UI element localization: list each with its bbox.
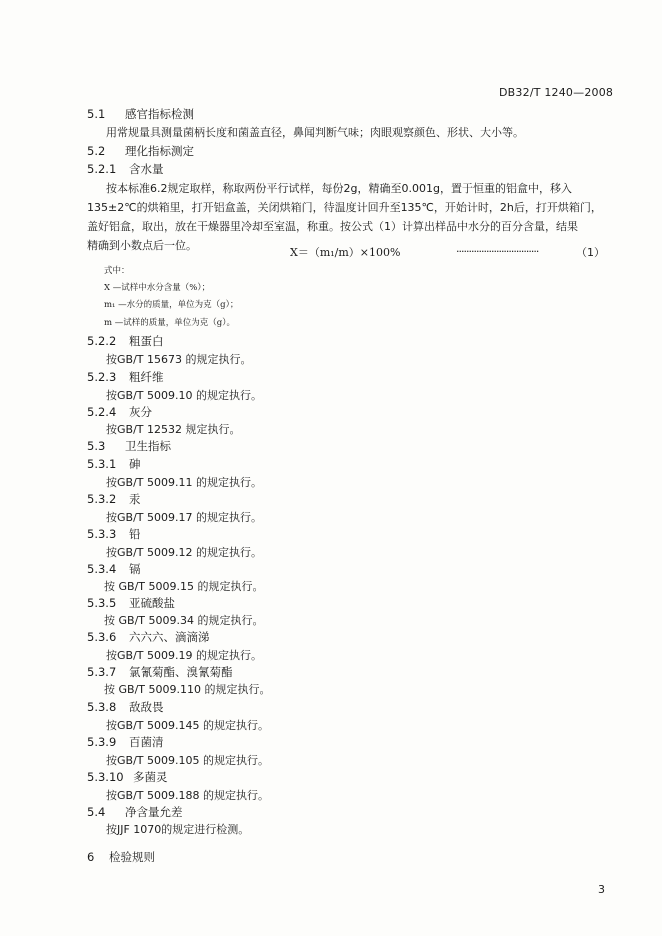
heading-5-3-9 bbox=[87, 737, 164, 749]
paragraph-5-3-5: 按 GB/T 5009.34 的规定执行。 bbox=[104, 614, 264, 627]
section-title: 检验规则 bbox=[109, 850, 155, 864]
section-title: 百菌清 bbox=[129, 735, 164, 749]
paragraph-5-3-8: 按GB/T 5009.145 的规定执行。 bbox=[106, 719, 269, 732]
heading-5-4 bbox=[87, 807, 183, 819]
document-code: DB32/T 1240—2008 bbox=[499, 86, 614, 99]
heading-5-2-2 bbox=[87, 336, 164, 348]
page-number: 3 bbox=[598, 883, 605, 896]
section-number: 5.3 bbox=[87, 439, 106, 453]
heading-5-3-1 bbox=[87, 459, 141, 471]
section-title: 亚硫酸盐 bbox=[129, 596, 175, 610]
section-number: 5.3.1 bbox=[87, 457, 117, 471]
formula-expression: X＝（m₁/m）×100% bbox=[290, 246, 401, 259]
paragraph-5-3-2: 按GB/T 5009.17 的规定执行。 bbox=[106, 511, 262, 524]
section-number: 5.3.9 bbox=[87, 735, 117, 749]
heading-5-1 bbox=[87, 109, 194, 121]
section-number: 5.2 bbox=[87, 144, 106, 158]
section-number: 5.2.1 bbox=[87, 162, 117, 176]
paragraph-5-3-1: 按GB/T 5009.11 的规定执行。 bbox=[106, 476, 262, 489]
section-title: 理化指标测定 bbox=[125, 144, 194, 158]
section-number: 5.3.3 bbox=[87, 527, 117, 541]
heading-5-3-6 bbox=[87, 632, 210, 644]
section-title: 灰分 bbox=[129, 405, 152, 419]
formula-definition: X —试样中水分含量（%）； bbox=[104, 283, 211, 293]
formula-definition: m —试样的质量，单位为克（g）。 bbox=[104, 318, 235, 328]
heading-5-3 bbox=[87, 441, 171, 453]
paragraph-5-2-3: 按GB/T 5009.10 的规定执行。 bbox=[106, 389, 262, 402]
heading-5-3-4 bbox=[87, 564, 141, 576]
section-number: 5.3.8 bbox=[87, 700, 117, 714]
section-number: 5.3.7 bbox=[87, 665, 117, 679]
heading-5-3-3 bbox=[87, 529, 141, 541]
paragraph-5-3-4: 按 GB/T 5009.15 的规定执行。 bbox=[104, 580, 264, 593]
section-title: 敌敌畏 bbox=[129, 700, 164, 714]
paragraph-5-3-9: 按GB/T 5009.105 的规定执行。 bbox=[106, 754, 269, 767]
formula-leader-dots: ································· bbox=[456, 245, 539, 258]
paragraph-line: 135±2℃的烘箱里，打开铝盒盖，关闭烘箱门，待温度计回升至135℃，开始计时，2h后，打开烘箱门， bbox=[87, 201, 602, 214]
formula-number: （1） bbox=[576, 246, 605, 259]
heading-5-2-1 bbox=[87, 164, 164, 176]
heading-5-2-4 bbox=[87, 407, 152, 419]
section-number: 5.3.5 bbox=[87, 596, 117, 610]
heading-5-2-3 bbox=[87, 372, 164, 384]
section-title: 砷 bbox=[129, 457, 141, 471]
section-title: 粗蛋白 bbox=[129, 334, 164, 348]
paragraph-5-2-4: 按GB/T 12532 规定执行。 bbox=[106, 423, 241, 436]
section-number: 5.2.4 bbox=[87, 405, 117, 419]
section-number: 5.2.2 bbox=[87, 334, 117, 348]
section-number: 5.1 bbox=[87, 107, 106, 121]
section-title: 汞 bbox=[129, 492, 141, 506]
paragraph-5-3-7: 按 GB/T 5009.110 的规定执行。 bbox=[104, 683, 271, 696]
section-title: 六六六、滴滴涕 bbox=[129, 630, 210, 644]
heading-5-3-8 bbox=[87, 702, 164, 714]
section-number: 5.3.4 bbox=[87, 562, 117, 576]
paragraph-5-4: 按JJF 1070的规定进行检测。 bbox=[106, 823, 250, 836]
paragraph-5-2-2: 按GB/T 15673 的规定执行。 bbox=[106, 353, 252, 366]
heading-5-3-10 bbox=[87, 772, 168, 784]
section-title: 粗纤维 bbox=[129, 370, 164, 384]
heading-6 bbox=[87, 852, 155, 864]
paragraph-5-3-10: 按GB/T 5009.188 的规定执行。 bbox=[106, 789, 269, 802]
formula-definition: m₁ —水分的质量，单位为克（g）； bbox=[104, 300, 239, 310]
section-number: 6 bbox=[87, 850, 95, 864]
paragraph-5-3-6: 按GB/T 5009.19 的规定执行。 bbox=[106, 649, 262, 662]
section-title: 氯氰菊酯、溴氰菊酯 bbox=[129, 665, 233, 679]
section-title: 含水量 bbox=[129, 162, 164, 176]
heading-5-3-7 bbox=[87, 667, 233, 679]
section-title: 净含量允差 bbox=[125, 805, 183, 819]
section-title: 卫生指标 bbox=[125, 439, 171, 453]
heading-5-3-2 bbox=[87, 494, 141, 506]
formula-where: 式中： bbox=[104, 266, 130, 276]
section-number: 5.3.6 bbox=[87, 630, 117, 644]
section-number: 5.3.10 bbox=[87, 770, 124, 784]
section-title: 铅 bbox=[129, 527, 141, 541]
heading-5-3-5 bbox=[87, 598, 175, 610]
heading-5-2 bbox=[87, 146, 194, 158]
section-number: 5.2.3 bbox=[87, 370, 117, 384]
section-number: 5.4 bbox=[87, 805, 106, 819]
paragraph-5-1: 用常规量具测量菌柄长度和菌盖直径，鼻闻判断气味；肉眼观察颜色、形状、大小等。 bbox=[106, 126, 524, 139]
section-number: 5.3.2 bbox=[87, 492, 117, 506]
paragraph-line: 盖好铝盒，取出，放在干燥器里冷却至室温，称重。按公式（1）计算出样品中水分的百分含量，结果 bbox=[87, 220, 578, 233]
section-title: 感官指标检测 bbox=[125, 107, 194, 121]
paragraph-line: 精确到小数点后一位。 bbox=[87, 239, 197, 252]
paragraph-5-3-3: 按GB/T 5009.12 的规定执行。 bbox=[106, 546, 262, 559]
section-title: 镉 bbox=[129, 562, 141, 576]
section-title: 多菌灵 bbox=[133, 770, 168, 784]
paragraph-line: 按本标准6.2规定取样，称取两份平行试样，每份2g，精确至0.001g，置于恒重的铝盒中，移入 bbox=[106, 182, 572, 195]
